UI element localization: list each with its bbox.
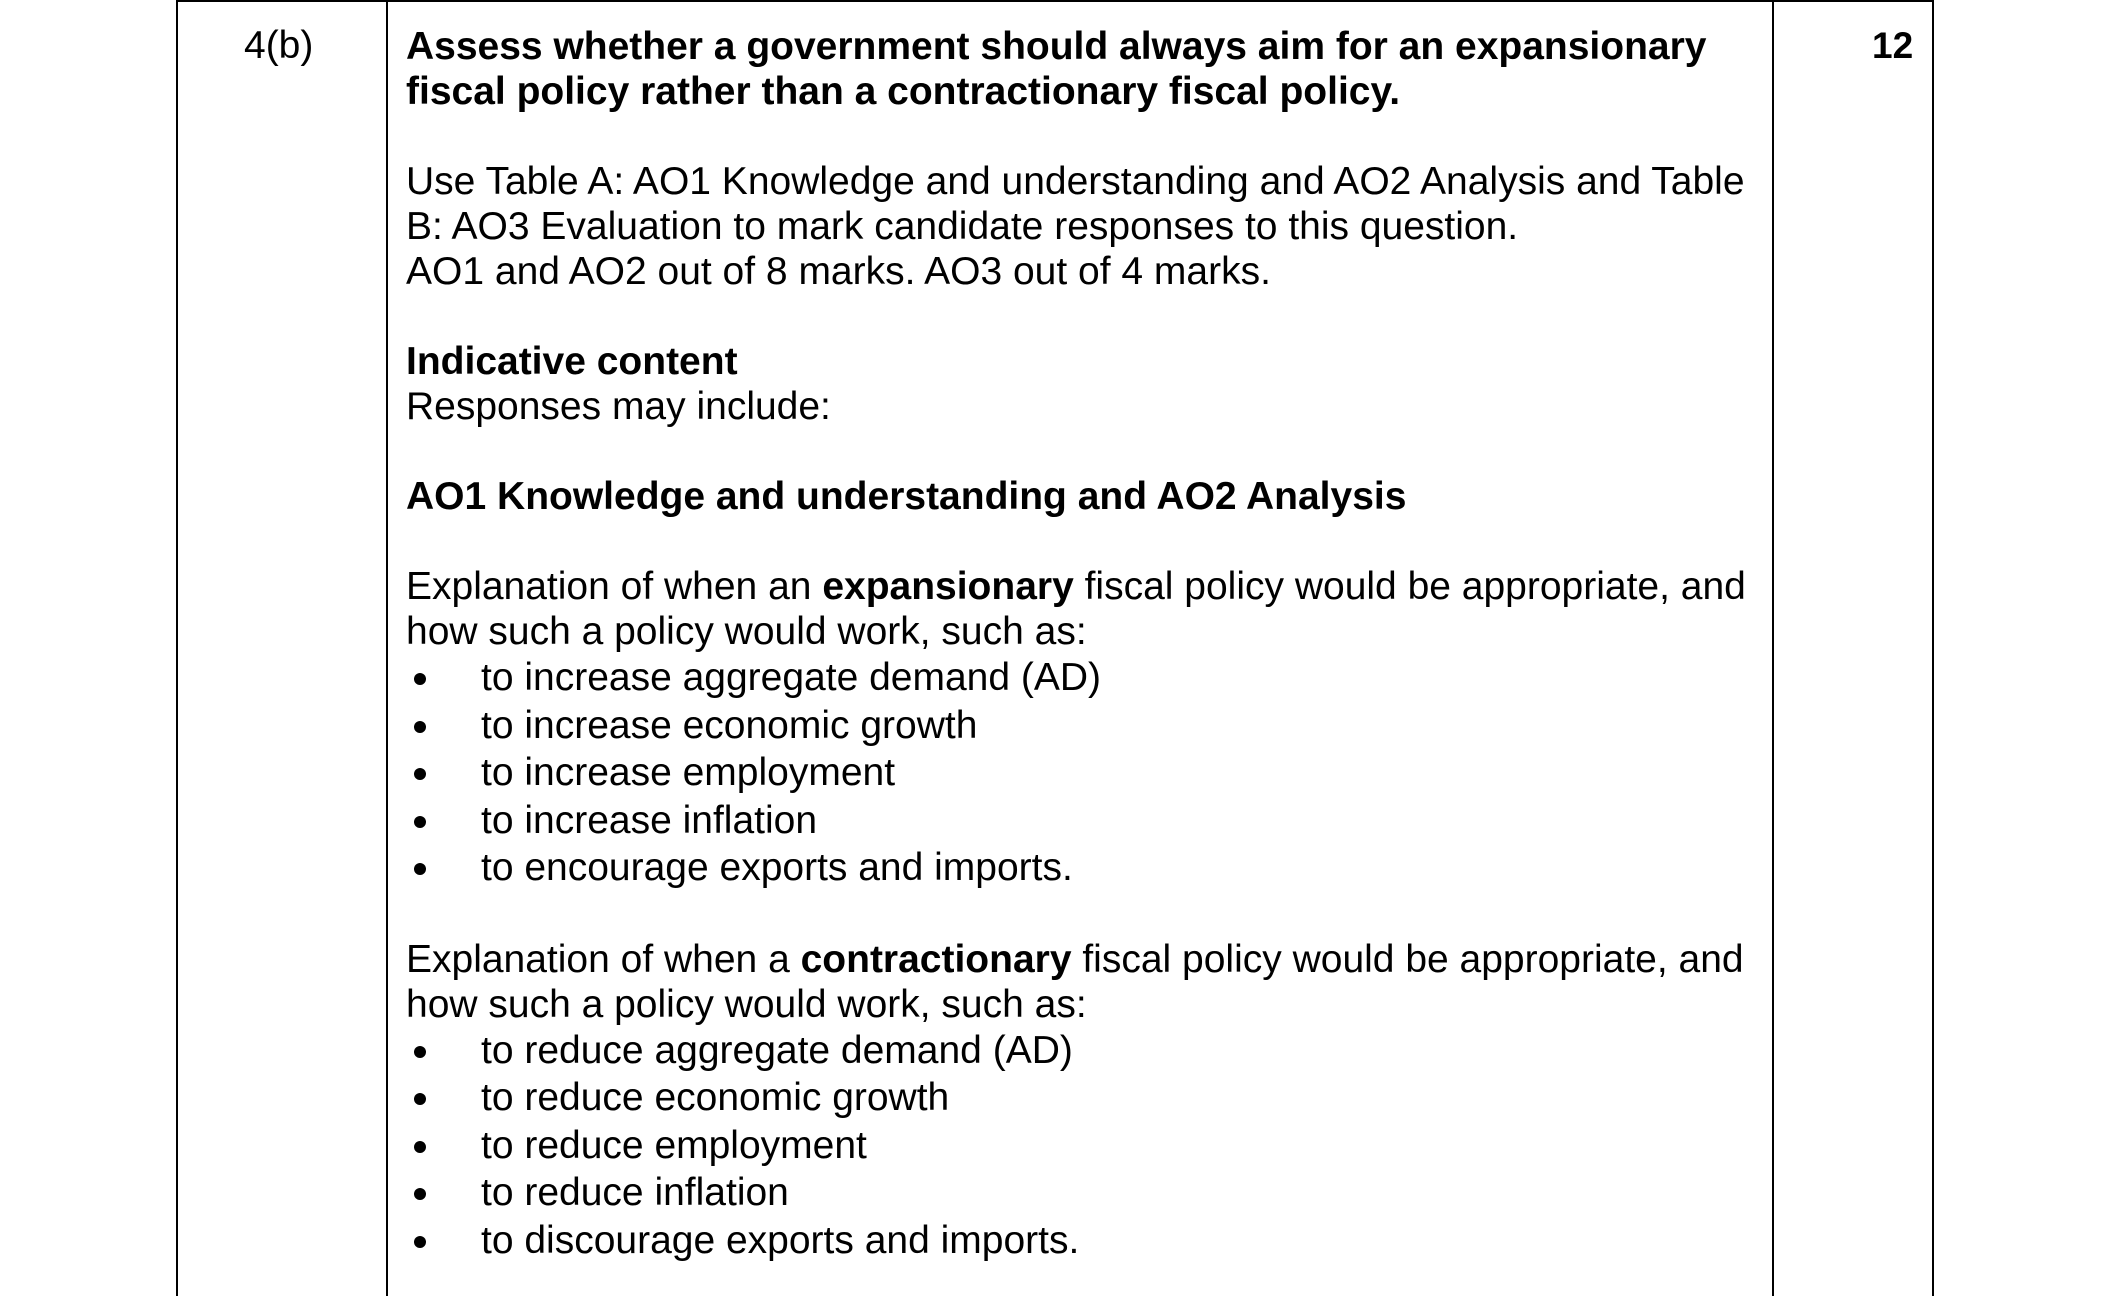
contractionary-post: fiscal policy would be appropriate, and how such a policy would work, such as: (406, 937, 1744, 1026)
list-item (406, 1074, 1766, 1122)
list-item (406, 654, 1766, 702)
column-divider-1 (386, 0, 388, 1296)
list-item (406, 749, 1766, 797)
bullet-icon (414, 673, 426, 685)
expansionary-pre: Explanation of when an (406, 565, 823, 608)
expansionary-list (406, 654, 1766, 892)
instructions-text: Use Table A: AO1 Knowledge and understanding and AO2 Analysis and Table B: AO3 Evaluation to mark candidate responses to this question. (406, 160, 1745, 248)
bullet-icon (414, 1046, 426, 1058)
question-content (406, 24, 1766, 1264)
expansionary-post: fiscal policy would be appropriate, and how such a policy would work, such as: (406, 565, 1746, 653)
column-divider-2 (1772, 0, 1774, 1296)
indicative-intro: Responses may include: (406, 385, 831, 428)
list-item-text: to increase aggregate demand (AD) (481, 656, 1102, 699)
list-item (406, 1217, 1766, 1265)
list-item (406, 1027, 1766, 1075)
list-item-text: to reduce aggregate demand (AD) (481, 1028, 1073, 1072)
contractionary-pre: Explanation of when a (406, 937, 801, 981)
list-item-text: to encourage exports and imports. (481, 846, 1073, 889)
list-item (406, 844, 1766, 892)
bullet-icon (414, 816, 426, 828)
list-item-text: to reduce economic growth (481, 1076, 950, 1119)
list-item-text: to reduce employment (481, 1123, 867, 1167)
bullet-icon (414, 1188, 426, 1200)
bullet-icon (414, 1236, 426, 1248)
list-item-text: to increase inflation (481, 798, 818, 842)
question-prompt: Assess whether a government should always aim for an expansionary fiscal policy rather than a contractionary fiscal policy. (406, 25, 1707, 113)
bullet-icon (414, 1093, 426, 1105)
marks-breakdown: AO1 and AO2 out of 8 marks. AO3 out of 4 marks. (406, 250, 1271, 293)
bullet-icon (414, 721, 426, 733)
list-item (406, 1122, 1766, 1170)
contractionary-keyword: contractionary (800, 937, 1072, 981)
indicative-heading: Indicative content (406, 340, 738, 383)
list-item-text: to increase employment (481, 751, 896, 794)
bullet-icon (414, 1141, 426, 1153)
bullet-icon (414, 863, 426, 875)
contractionary-explanation (406, 937, 1766, 1027)
list-item (406, 1169, 1766, 1217)
list-item (406, 797, 1766, 845)
bullet-icon (414, 768, 426, 780)
list-item (406, 702, 1766, 750)
list-item-text: to increase economic growth (481, 703, 978, 747)
table-border-right (1932, 0, 1934, 1296)
question-number: 4(b) (244, 24, 314, 67)
expansionary-explanation (406, 564, 1766, 654)
contractionary-list (406, 1027, 1766, 1265)
table-border-top (176, 0, 1934, 2)
expansionary-keyword: expansionary (822, 565, 1074, 608)
table-border-left (176, 0, 178, 1296)
question-marks: 12 (1872, 25, 1914, 66)
list-item-text: to reduce inflation (481, 1171, 789, 1214)
list-item-text: to discourage exports and imports. (481, 1218, 1080, 1262)
section-heading: AO1 Knowledge and understanding and AO2 Analysis (406, 475, 1407, 518)
